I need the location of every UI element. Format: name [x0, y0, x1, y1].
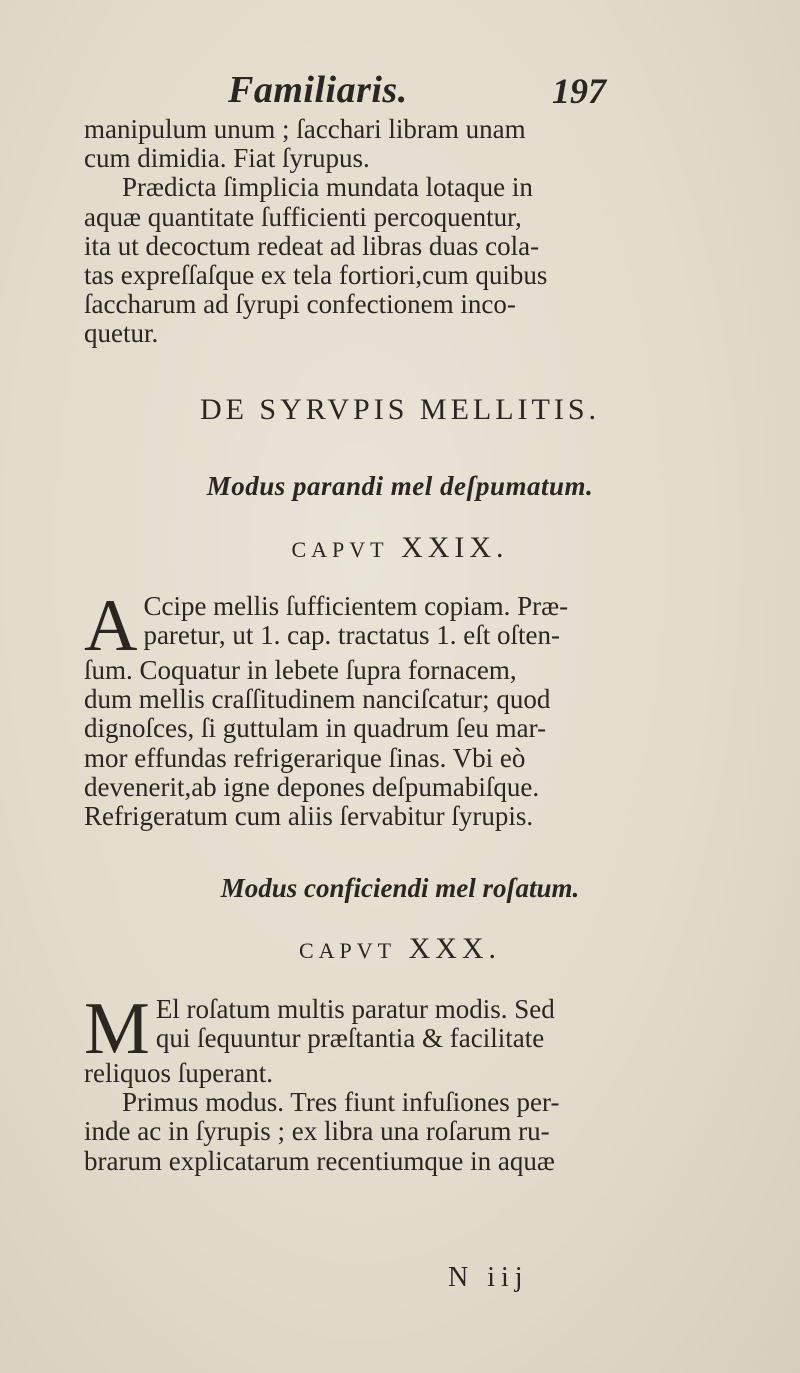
caput-label: CAPVT — [298, 938, 397, 963]
running-head — [0, 68, 800, 118]
text-line: cum dimidia. Fiat ſyrupus. — [84, 143, 370, 174]
caput-label: CAPVT — [291, 537, 389, 562]
text-line: ſum. Coquatur in lebete ſupra fornacem, — [84, 655, 517, 685]
chapter-subtitle: Modus parandi mel deſpumatum. — [206, 471, 594, 501]
text-line: Prædicta ſimplicia mundata lotaque in — [122, 172, 533, 203]
caput-number: XXIX. — [401, 531, 509, 564]
text-line: Primus modus. Tres fiunt infuſiones per- — [122, 1087, 560, 1118]
text-line: quetur. — [84, 318, 159, 349]
page-number: 197 — [552, 71, 606, 111]
text-line: Ccipe mellis ſufficientem copiam. Præ- — [143, 591, 569, 621]
text-line: ſaccharum ad ſyrupi confectionem inco- — [84, 289, 516, 320]
chapter-paragraph — [84, 585, 644, 832]
caput-number: XXX. — [408, 932, 502, 965]
text-line: Refrigeratum cum aliis ſervabitur ſyrupis. — [84, 801, 534, 832]
text-line: devenerit,ab igne depones deſpumabiſque. — [84, 771, 540, 802]
text-line: manipulum unum ; ſacchari libram unam — [84, 114, 526, 144]
text-line: El roſatum multis paratur modis. Sed — [155, 994, 555, 1024]
text-line: paretur, ut 1. cap. tractatus 1. eſt oſten- — [143, 620, 560, 651]
chapter-paragraph — [84, 988, 644, 1176]
chapter-subtitle: Modus conficiendi mel roſatum. — [220, 873, 580, 903]
text-line: tas expreſſaſque ex tela fortiori,cum quibus — [84, 260, 548, 291]
chapter-heading — [0, 531, 800, 565]
text-line: brarum explicatarum recentiumque in aquæ — [84, 1145, 555, 1176]
text-line: dignoſces, ſi guttulam in quadrum ſeu mar- — [84, 713, 547, 744]
text-line: qui ſequuntur præſtantia & facilitate — [155, 1023, 545, 1054]
text-line: mor effundas refrigerarique ſinas. Vbi eò — [84, 742, 526, 773]
signature-mark: N iij — [448, 1262, 529, 1293]
running-title: Familiaris. — [228, 69, 408, 111]
text-line: reliquos ſuperant. — [84, 1058, 273, 1088]
section-title: DE SYRVPIS MELLITIS. — [199, 393, 601, 426]
text-line: dum mellis craſſitudinem nanciſcatur; quod — [84, 684, 551, 715]
opening-paragraph — [84, 115, 644, 349]
drop-cap: A — [84, 585, 138, 667]
text-line: aquæ quantitate ſufficienti percoquentur, — [84, 201, 522, 232]
text-line: ita ut decoctum redeat ad libras duas cola- — [84, 230, 540, 261]
chapter-heading — [0, 932, 800, 966]
text-line: inde ac in ſyrupis ; ex libra una roſarum ru- — [84, 1116, 550, 1147]
drop-cap: M — [84, 988, 150, 1070]
